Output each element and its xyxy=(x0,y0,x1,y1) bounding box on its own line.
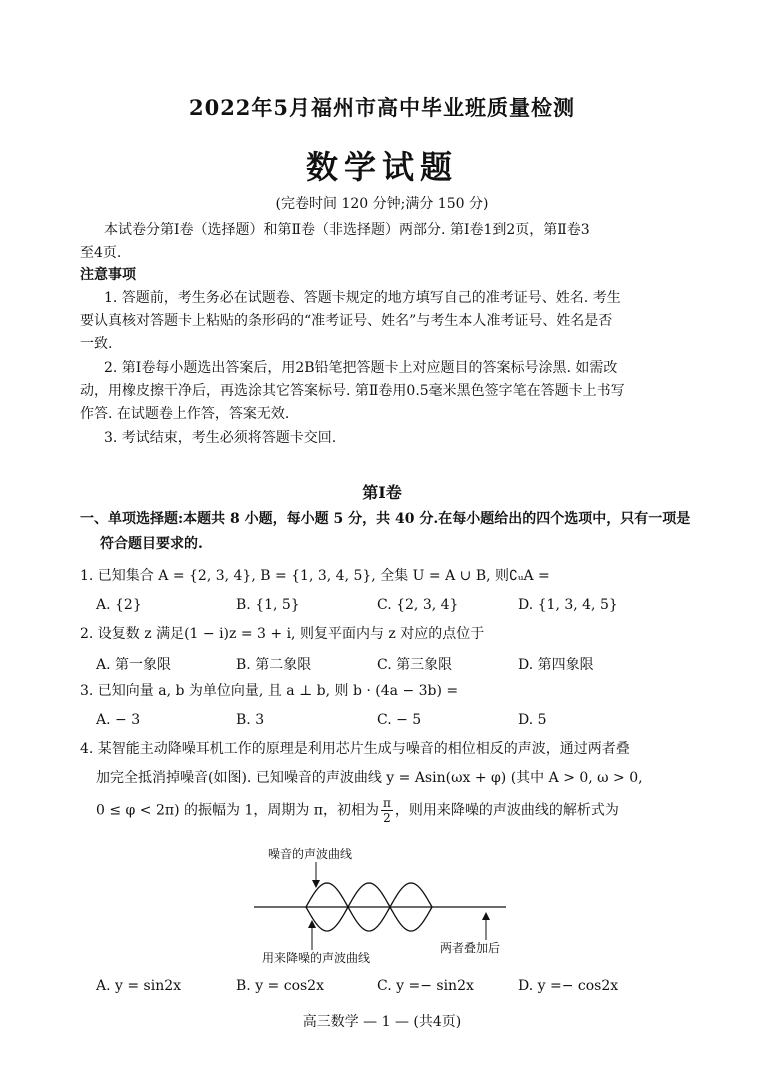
question-1-stem: 1. 已知集合 A = {2, 3, 4}, B = {1, 3, 4, 5}, 全集 U = A ∪ B, 则∁ᵤA = xyxy=(80,568,550,584)
question-2-option-d: D. 第四象限 xyxy=(518,657,594,673)
question-1-option-b: B. {1, 5} xyxy=(236,597,300,613)
question-3-option-a: A. − 3 xyxy=(96,712,141,728)
question-4-option-a: A. y = sin2x xyxy=(96,978,182,994)
question-3-option-d: D. 5 xyxy=(518,712,547,728)
figure-label-cancel: 用来降噪的声波曲线 xyxy=(262,951,371,965)
exam-time-score: (完卷时间 120 分钟;满分 150 分) xyxy=(275,196,489,212)
arrow-sum-head xyxy=(482,912,490,920)
question-1-option-c: C. {2, 3, 4} xyxy=(377,597,459,613)
question-1-option-a: A. {2} xyxy=(96,597,142,613)
notes-heading: 注意事项 xyxy=(80,267,136,283)
question-2-option-c: C. 第三象限 xyxy=(377,657,453,673)
question-4-stem-line-1: 4. 某智能主动降噪耳机工作的原理是利用芯片生成与噪音的相位相反的声波，通过两者叠 xyxy=(80,741,630,757)
section-heading-line-2: 符合题目要求的. xyxy=(100,536,203,552)
part-1-heading: 第Ⅰ卷 xyxy=(362,483,402,502)
note-2-line-1: 2. 第Ⅰ卷每小题选出答案后，用2B铅笔把答题卡上对应题目的答案标号涂黑. 如需改 xyxy=(104,360,618,376)
question-4-stem-line-3 xyxy=(96,796,619,825)
note-3: 3. 考试结束，考生必须将答题卡交回. xyxy=(104,430,337,446)
question-3-option-c: C. − 5 xyxy=(377,712,422,728)
exam-title: 2022年5月福州市高中毕业班质量检测 xyxy=(188,95,576,120)
question-1-option-d: D. {1, 3, 4, 5} xyxy=(518,597,618,613)
question-3-option-b: B. 3 xyxy=(236,712,265,728)
note-2-line-3: 作答. 在试题卷上作答，答案无效. xyxy=(80,406,290,422)
question-3-stem: 3. 已知向量 a, b 为单位向量, 且 a ⊥ b, 则 b · (4a − 3b) = xyxy=(80,683,459,699)
intro-line-2: 至4页. xyxy=(80,245,122,261)
question-4-option-c: C. y =− sin2x xyxy=(377,978,474,994)
note-2-line-2: 动，用橡皮擦干净后，再选涂其它答案标号. 第Ⅱ卷用0.5毫米黑色签字笔在答题卡上书写 xyxy=(80,383,625,399)
fraction-denominator: 2 xyxy=(383,811,391,825)
question-4-stem-line-3b: ，则用来降噪的声波曲线的解析式为 xyxy=(394,802,619,819)
page-footer: 高三数学 — 1 — (共4页) xyxy=(302,1014,462,1030)
question-2-option-b: B. 第二象限 xyxy=(236,657,312,673)
note-1-line-3: 一致. xyxy=(80,336,113,352)
question-4-option-b: B. y = cos2x xyxy=(236,978,324,994)
exam-subject: 数学试题 xyxy=(305,148,458,186)
sound-wave-figure xyxy=(240,840,520,970)
figure-label-noise: 噪音的声波曲线 xyxy=(268,847,353,861)
note-1-line-1: 1. 答题前，考生务必在试题卷、答题卡规定的地方填写自己的准考证号、姓名. 考生 xyxy=(104,290,621,306)
note-1-line-2: 要认真核对答题卡上粘贴的条形码的“准考证号、姓名”与考生本人准考证号、姓名是否 xyxy=(80,313,613,329)
figure-label-sum: 两者叠加后 xyxy=(440,941,501,955)
fraction-numerator: π xyxy=(383,796,391,810)
question-4-stem-line-2: 加完全抵消掉噪音(如图). 已知噪音的声波曲线 y = Asin(ωx + φ) (其中 A > 0, ω > 0, xyxy=(96,770,643,786)
fraction-pi-over-2 xyxy=(381,796,393,825)
question-2-option-a: A. 第一象限 xyxy=(96,657,172,673)
section-heading-line-1: 一、单项选择题:本题共 8 小题，每小题 5 分，共 40 分.在每小题给出的四个选项中，只有一项是 xyxy=(80,511,691,527)
question-4-option-d: D. y =− cos2x xyxy=(518,978,619,994)
intro-line-1: 本试卷分第Ⅰ卷（选择题）和第Ⅱ卷（非选择题）两部分. 第Ⅰ卷1到2页，第Ⅱ卷3 xyxy=(104,222,590,238)
question-2-stem: 2. 设复数 z 满足(1 − i)z = 3 + i, 则复平面内与 z 对应的点位于 xyxy=(80,626,485,642)
question-4-stem-line-3a: 0 ≤ φ < 2π) 的振幅为 1，周期为 π，初相为 xyxy=(96,802,380,819)
